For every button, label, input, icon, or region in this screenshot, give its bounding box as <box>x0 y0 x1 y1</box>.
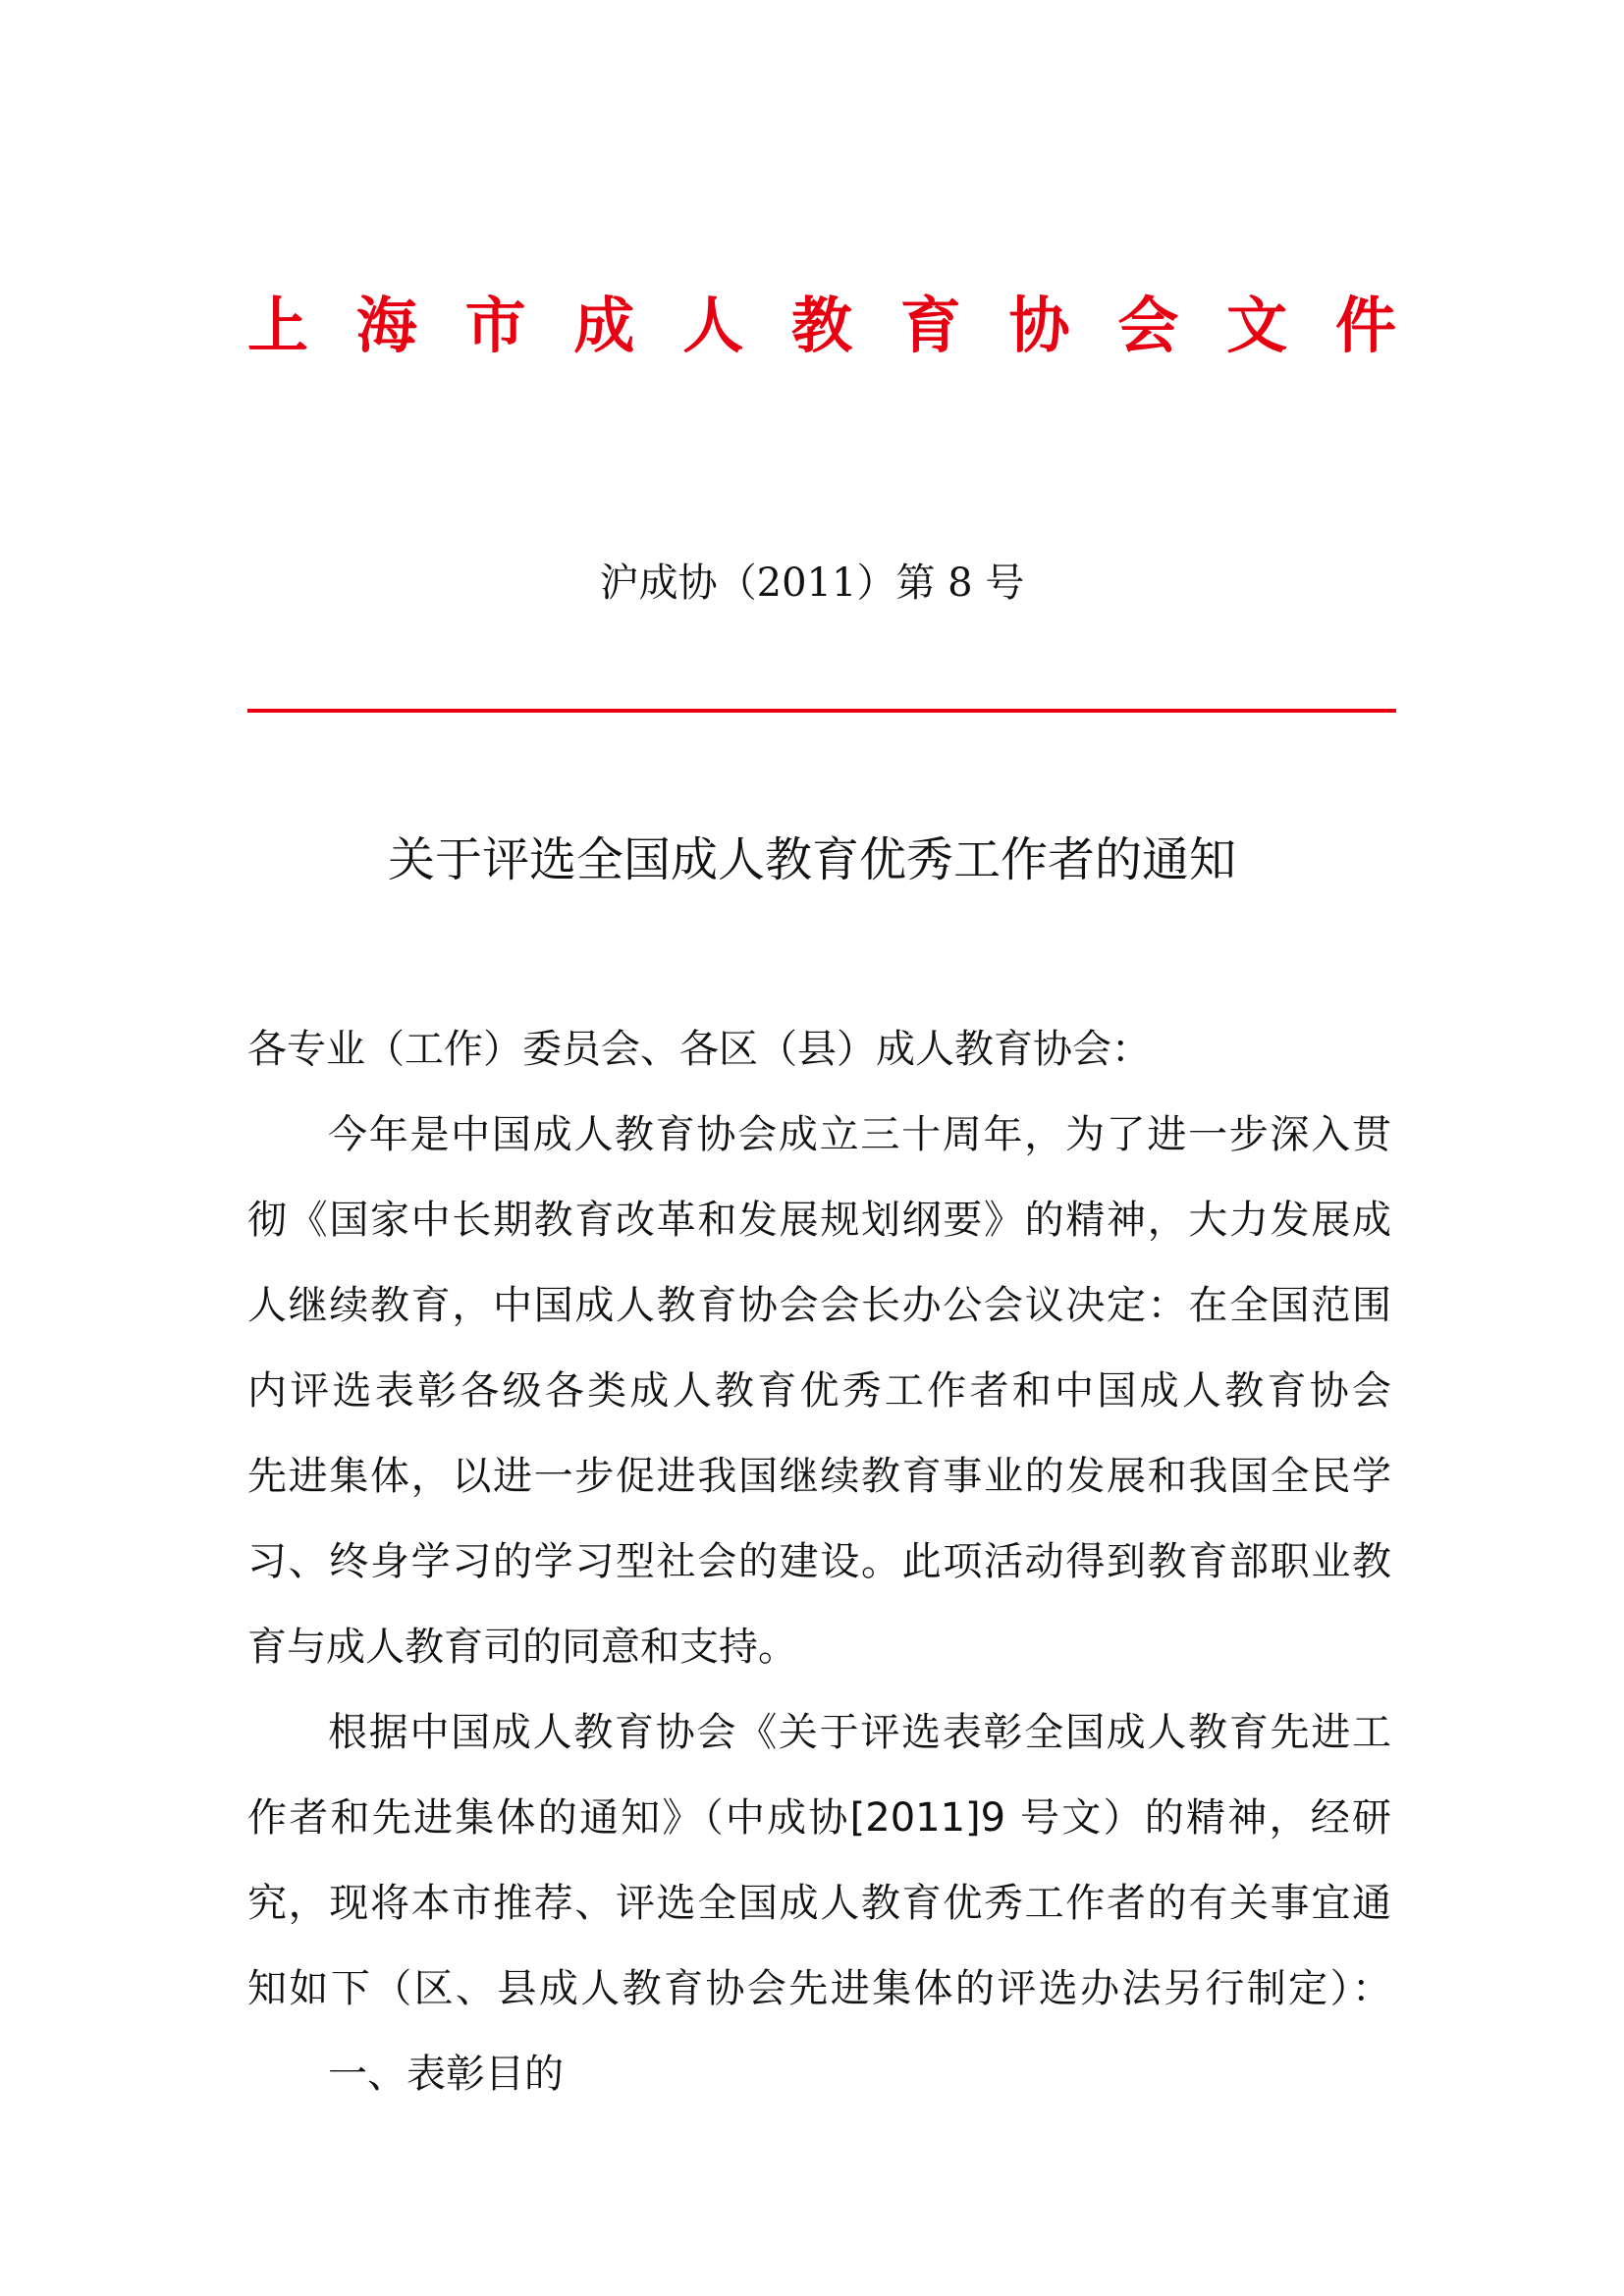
title-char: 件 <box>1334 290 1396 361</box>
body-line: 作者和先进集体的通知》（中成协[2011]9 号文）的精神，经研 <box>247 1795 1391 1841</box>
notice-body <box>247 1007 1391 2117</box>
body-line: 人继续教育，中国成人教育协会会长办公会议决定：在全国范围 <box>247 1283 1391 1328</box>
body-line: 今年是中国成人教育协会成立三十周年，为了进一步深入贯 <box>328 1112 1391 1157</box>
title-char: 育 <box>899 290 961 361</box>
red-divider-line <box>247 709 1396 713</box>
issuing-organization-title <box>247 287 1396 365</box>
title-char: 会 <box>1117 290 1179 361</box>
title-char: 文 <box>1226 290 1288 361</box>
body-line: 内评选表彰各级各类成人教育优秀工作者和中国成人教育协会 <box>247 1368 1391 1414</box>
title-char: 协 <box>1008 290 1070 361</box>
body-line: 彻《国家中长期教育改革和发展规划纲要》的精神，大力发展成 <box>247 1198 1391 1243</box>
body-line: 知如下（区、县成人教育协会先进集体的评选办法另行制定）： <box>247 1966 1391 2011</box>
notice-title: 关于评选全国成人教育优秀工作者的通知 <box>387 832 1236 887</box>
title-char: 教 <box>790 290 852 361</box>
section-heading: 一、表彰目的 <box>328 2052 564 2097</box>
title-char: 人 <box>682 290 744 361</box>
title-char: 市 <box>464 290 526 361</box>
document-number: 沪成协（2011）第 8 号 <box>599 561 1025 606</box>
title-char: 海 <box>355 290 417 361</box>
body-line: 究，现将本市推荐、评选全国成人教育优秀工作者的有关事宜通 <box>247 1881 1391 1926</box>
body-line: 习、终身学习的学习型社会的建设。此项活动得到教育部职业教 <box>247 1539 1391 1584</box>
salutation-line: 各专业（工作）委员会、各区（县）成人教育协会： <box>247 1027 1151 1072</box>
title-char: 上 <box>247 290 309 361</box>
body-line: 根据中国成人教育协会《关于评选表彰全国成人教育先进工 <box>328 1710 1391 1755</box>
body-line: 先进集体，以进一步促进我国继续教育事业的发展和我国全民学 <box>247 1454 1391 1499</box>
body-line: 育与成人教育司的同意和支持。 <box>247 1625 797 1670</box>
title-char: 成 <box>573 290 635 361</box>
